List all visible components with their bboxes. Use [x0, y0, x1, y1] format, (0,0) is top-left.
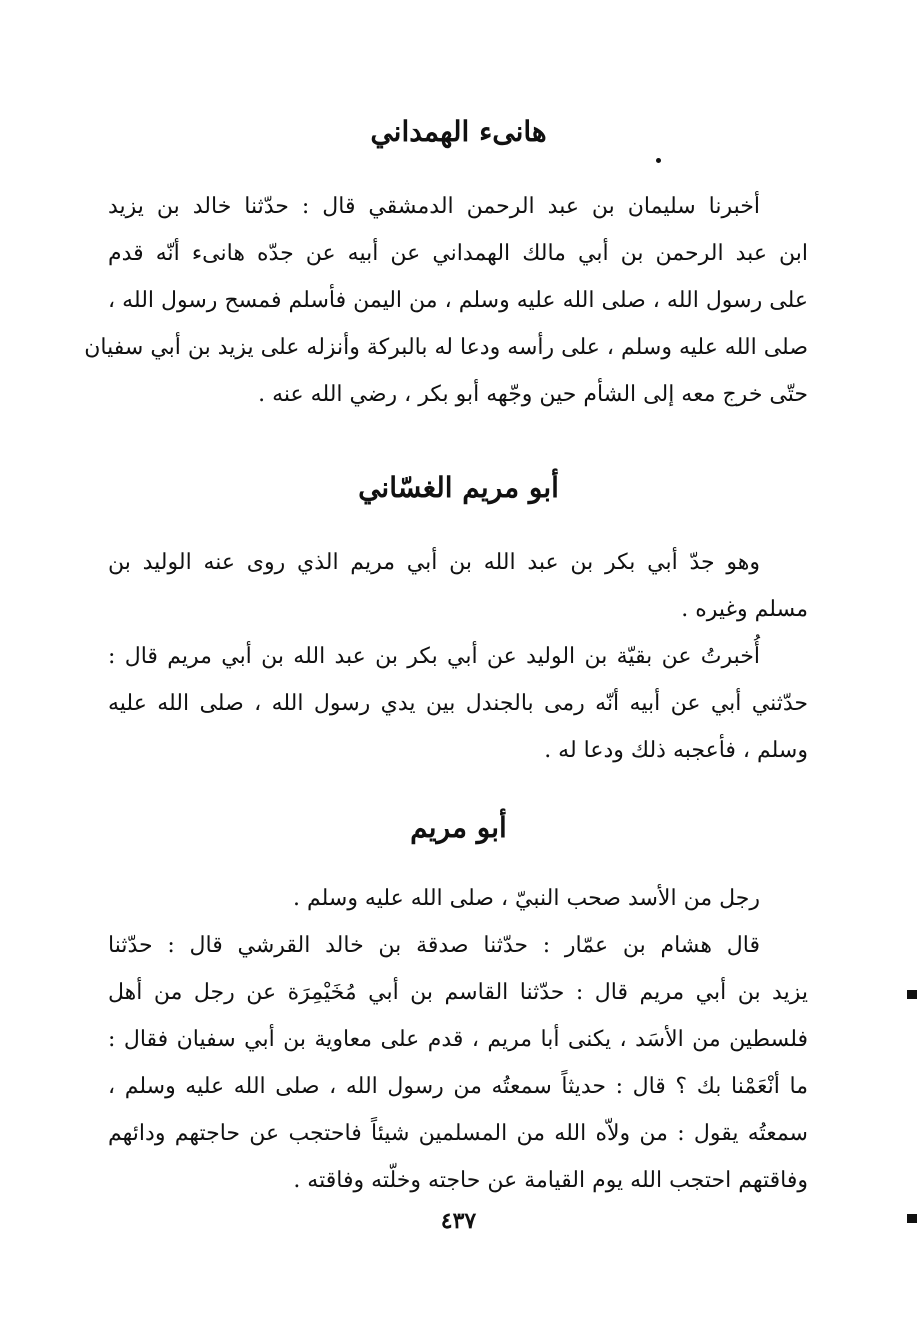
text-line: أُخبرتُ عن بقيّة بن الوليد عن أبي بكر بن عبد الله بن أبي مريم قال :: [108, 644, 760, 669]
text-line: ما أنْعَمْنا بك ؟ قال : حديثاً سمعتُه من رسول الله ، صلى الله عليه وسلم ،: [108, 1074, 808, 1099]
text-line: قال هشام بن عمّار : حدّثنا صدقة بن خالد القرشي قال : حدّثنا: [108, 933, 760, 958]
text-line: مسلم وغيره .: [681, 597, 808, 622]
text-line: يزيد بن أبي مريم قال : حدّثنا القاسم بن أبي مُخَيْمِرَة عن رجل من أهل: [108, 980, 808, 1005]
page-number: ٤٣٧: [440, 1208, 477, 1234]
text-line: أخبرنا سليمان بن عبد الرحمن الدمشقي قال : حدّثنا خالد بن يزيد: [108, 194, 760, 219]
section-heading: هانىء الهمداني: [370, 115, 547, 148]
text-line: صلى الله عليه وسلم ، على رأسه ودعا له بالبركة وأنزله على يزيد بن أبي سفيان: [84, 335, 808, 360]
text-line: حتّى خرج معه إلى الشأم حين وجّهه أبو بكر ، رضي الله عنه .: [258, 382, 808, 407]
section-heading: أبو مريم: [410, 811, 507, 844]
margin-mark: [907, 1214, 917, 1223]
text-line: على رسول الله ، صلى الله عليه وسلم ، من اليمن فأسلم فمسح رسول الله ،: [108, 288, 808, 313]
section-heading: أبو مريم الغسّاني: [358, 471, 559, 504]
text-line: فلسطين من الأسَد ، يكنى أبا مريم ، قدم على معاوية بن أبي سفيان فقال :: [108, 1027, 808, 1052]
text-line: وهو جدّ أبي بكر بن عبد الله بن أبي مريم الذي روى عنه الوليد بن: [108, 550, 760, 575]
section-body: [108, 548, 808, 766]
text-line: رجل من الأسد صحب النبيّ ، صلى الله عليه وسلم .: [292, 886, 760, 911]
section-body: [108, 884, 808, 1196]
ink-dot: [656, 158, 661, 163]
text-line: وسلم ، فأعجبه ذلك ودعا له .: [544, 738, 808, 763]
text-line: حدّثني أبي عن أبيه أنّه رمى بالجندل بين يدي رسول الله ، صلى الله عليه: [108, 691, 808, 716]
margin-mark: [907, 990, 917, 999]
text-line: سمعتُه يقول : من ولاّه الله من المسلمين شيئاً فاحتجب عن حاجتهم ودائهم: [108, 1121, 808, 1146]
section-body: [84, 192, 808, 410]
text-line: ابن عبد الرحمن بن أبي مالك الهمداني عن أبيه عن جدّه هانىء أنّه قدم: [108, 241, 808, 266]
text-line: وفاقتهم احتجب الله يوم القيامة عن حاجته وخلّته وفاقته .: [293, 1168, 808, 1193]
